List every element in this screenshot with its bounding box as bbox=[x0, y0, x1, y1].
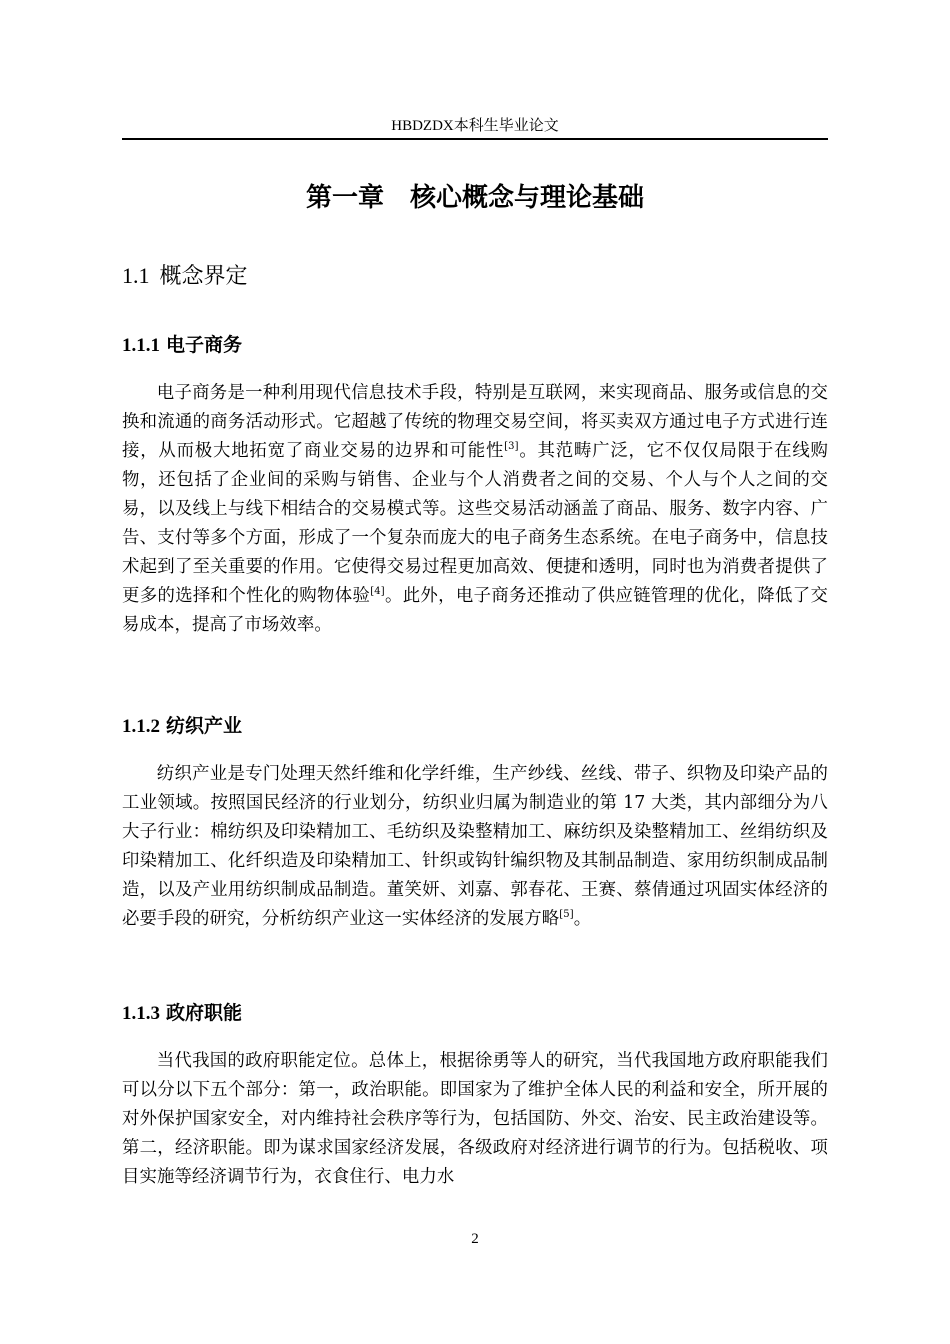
paragraph-e-commerce bbox=[122, 379, 828, 640]
subsection-title-text: 政府职能 bbox=[166, 1002, 243, 1024]
paragraph-text: 当代我国的政府职能定位。总体上，根据徐勇等人的研究，当代我国地方政府职能我们可以分以下五个部分：第一，政治职能。即国家为了维护全体人民的利益和安全，所开展的对外保护国家安全，对内维持社会秩序等行为，包括国防、外交、治安、民主政治建设等。第二，经济职能。即为谋求国家经济发展，各级政府对经济进行调节的行为。包括税收、项目实施等经济调节行为，衣食住行、电力水 bbox=[122, 1051, 828, 1187]
page-number: 2 bbox=[471, 1231, 479, 1247]
subsection-title-text: 纺织产业 bbox=[166, 715, 243, 737]
paragraph-government-functions bbox=[122, 1047, 828, 1192]
subsection-title-text: 电子商务 bbox=[166, 334, 243, 356]
paragraph-text: 。此外，电子商务还推动了供应链管理的优化，降低了交易成本，提高了市场效率。 bbox=[122, 586, 828, 635]
paragraph-text: 。 bbox=[573, 909, 592, 929]
subsection-number: 1.1.2 bbox=[122, 716, 160, 737]
subsection-heading-1-1-3 bbox=[122, 999, 242, 1028]
chapter-title: 第一章 核心概念与理论基础 bbox=[305, 183, 644, 213]
citation-ref[interactable]: [4] bbox=[370, 586, 385, 597]
citation-ref[interactable]: [3] bbox=[504, 441, 519, 452]
paragraph-text: 。其范畴广泛，它不仅仅局限于在线购物，还包括了企业间的采购与销售、企业与个人消费者之间的交易、个人与个人之间的交易，以及线上与线下相结合的交易模式等。这些交易活动涵盖了商品、服务、数字内容、广告、支付等多个方面，形成了一个复杂而庞大的电子商务生态系统。在电子商务中，信息技术起到了至关重要的作用。它使得交易过程更加高效、便捷和透明，同时也为消费者提供了更多的选择和个性化的购物体验 bbox=[122, 441, 829, 606]
paragraph-text: 纺织产业是专门处理天然纤维和化学纤维，生产纱线、丝线、带子、织物及印染产品的工业领域。按照国民经济的行业划分，纺织业归属为制造业的第 17 大类，其内部细分为八大子行业：棉纺织及印染精加工、毛纺织及染整精加工、麻纺织及染整精加工、丝绢纺织及印染精加工、化纤织造及印染精加工、针织或钩针编织物及其制品制造、家用纺织制成品制造，以及产业用纺织制成品制造。董笑妍、刘嘉、郭春花、王赛、蔡倩通过巩固实体经济的必要手段的研究，分析纺织产业这一实体经济的发展方略 bbox=[122, 764, 828, 929]
subsection-heading-1-1-1 bbox=[122, 331, 242, 360]
subsection-number: 1.1.3 bbox=[122, 1003, 160, 1024]
paragraph-text: 电子商务是一种利用现代信息技术手段，特别是互联网，来实现商品、服务或信息的交换和流通的商务活动形式。它超越了传统的物理交易空间，将买卖双方通过电子方式进行连接，从而极大地拓宽了商业交易的边界和可能性 bbox=[122, 383, 828, 461]
citation-ref[interactable]: [5] bbox=[559, 909, 574, 920]
section-number: 1.1 bbox=[122, 263, 150, 288]
running-header: HBDZDX本科生毕业论文 bbox=[391, 118, 559, 134]
subsection-heading-1-1-2 bbox=[122, 712, 242, 741]
subsection-number: 1.1.1 bbox=[122, 335, 160, 356]
paragraph-textile-industry bbox=[122, 760, 828, 934]
header-rule bbox=[122, 138, 828, 140]
section-title-text: 概念界定 bbox=[159, 264, 248, 289]
section-heading-1-1 bbox=[122, 260, 248, 293]
